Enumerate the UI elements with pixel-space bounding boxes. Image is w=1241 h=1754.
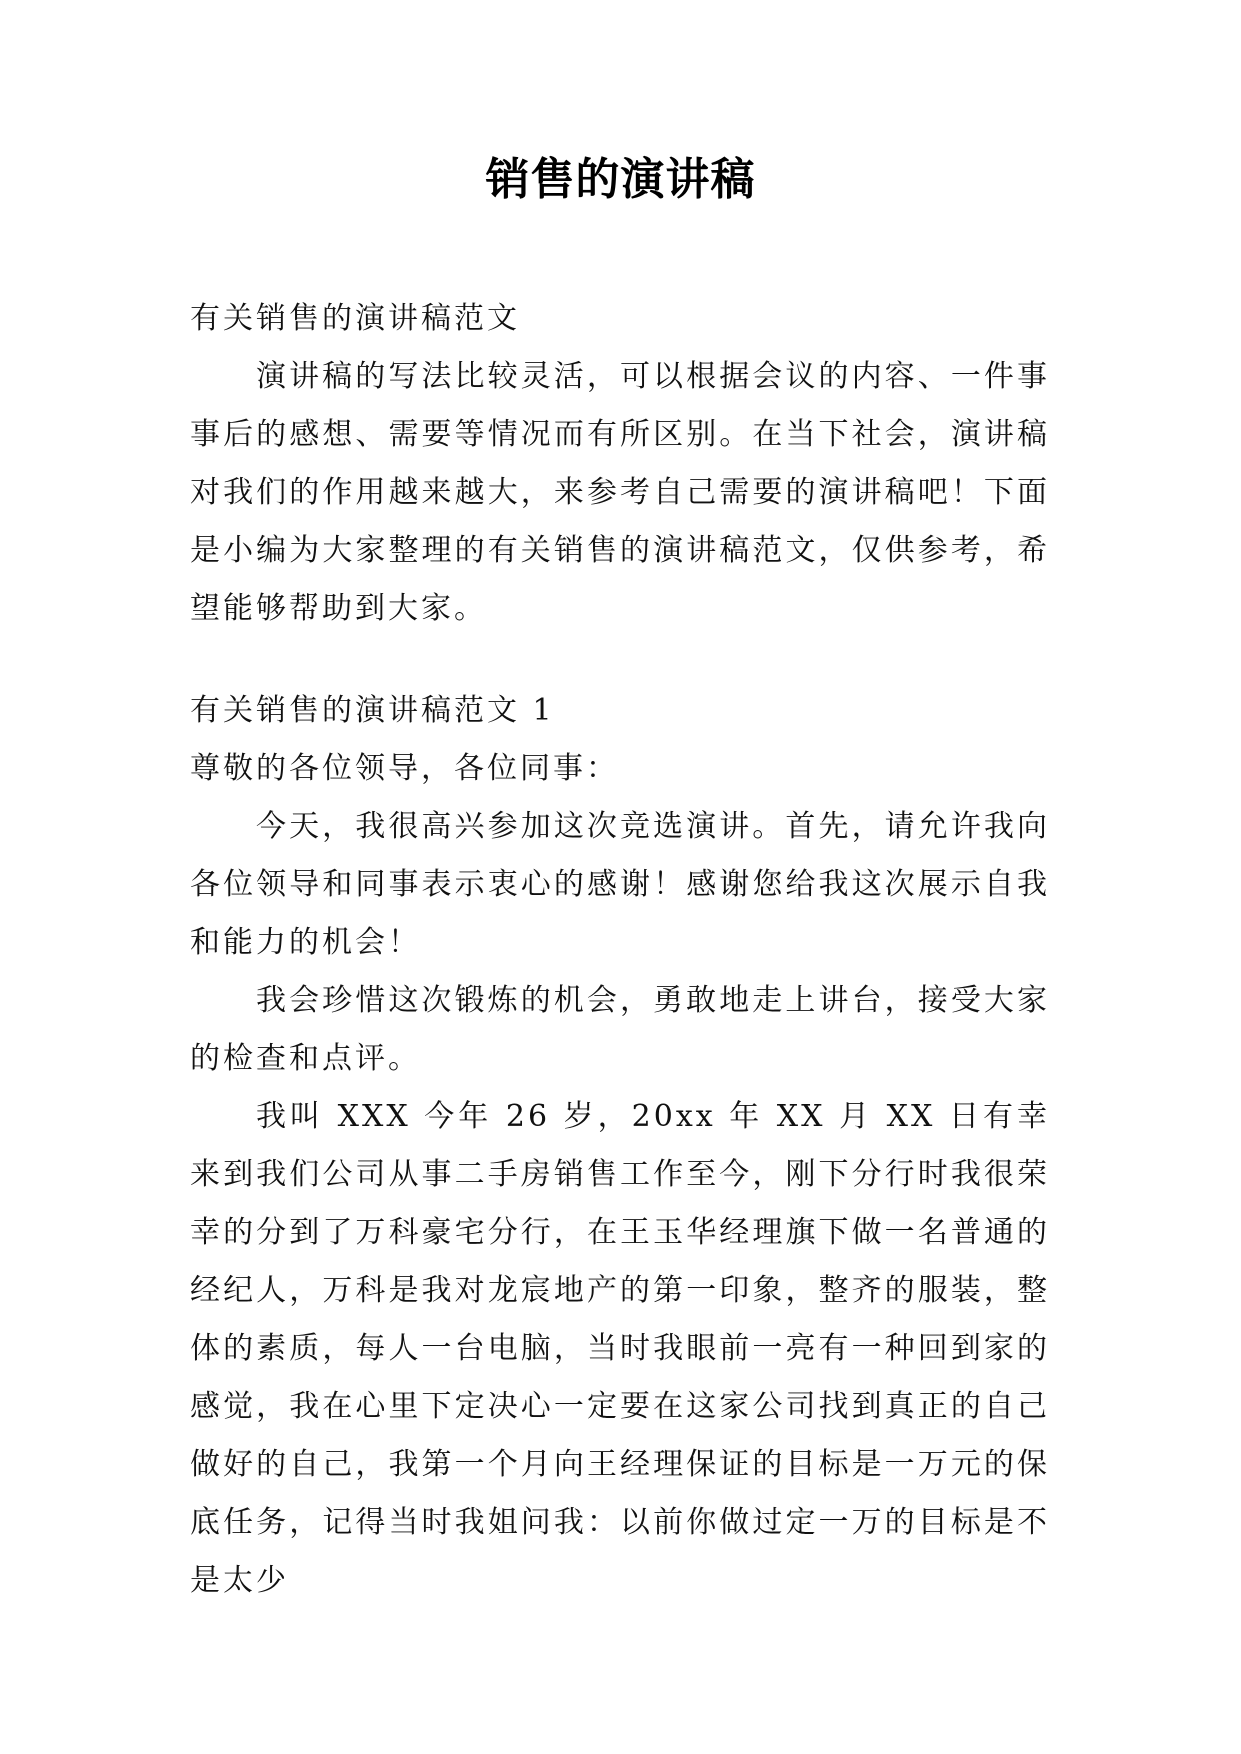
body-paragraph-3: 我叫 XXX 今年 26 岁，20xx 年 XX 月 XX 日有幸来到我们公司从事二手房销售工作至今，刚下分行时我很荣幸的分到了万科豪宅分行，在王玉华经理旗下做一名普通的经纪人，万科是我对龙宸地产的第一印象，整齐的服装，整体的素质，每人一台电脑，当时我眼前一亮有一种回到家的感觉，我在心里下定决心一定要在这家公司找到真正的自己做好的自己，我第一个月向王经理保证的目标是一万元的保底任务，记得当时我姐问我：以前你做过定一万的目标是不是太少 <box>190 1099 1050 1598</box>
body-paragraph-2: 我会珍惜这次锻炼的机会，勇敢地走上讲台，接受大家的检查和点评。 <box>190 983 1050 1076</box>
intro-paragraph: 演讲稿的写法比较灵活，可以根据会议的内容、一件事事后的感想、需要等情况而有所区别。在当下社会，演讲稿对我们的作用越来越大，来参考自己需要的演讲稿吧！下面是小编为大家整理的有关销售的演讲稿范文，仅供参考，希望能够帮助到大家。 <box>190 359 1050 626</box>
salutation: 尊敬的各位领导，各位同事： <box>190 751 619 786</box>
body-paragraph-1: 今天，我很高兴参加这次竞选演讲。首先，请允许我向各位领导和同事表示衷心的感谢！感谢您给我这次展示自我和能力的机会！ <box>190 809 1050 960</box>
document-body <box>190 290 1050 1610</box>
document-title: 销售的演讲稿 <box>485 154 756 205</box>
section-heading: 有关销售的演讲稿范文 1 <box>190 693 555 728</box>
subtitle: 有关销售的演讲稿范文 <box>190 301 520 336</box>
